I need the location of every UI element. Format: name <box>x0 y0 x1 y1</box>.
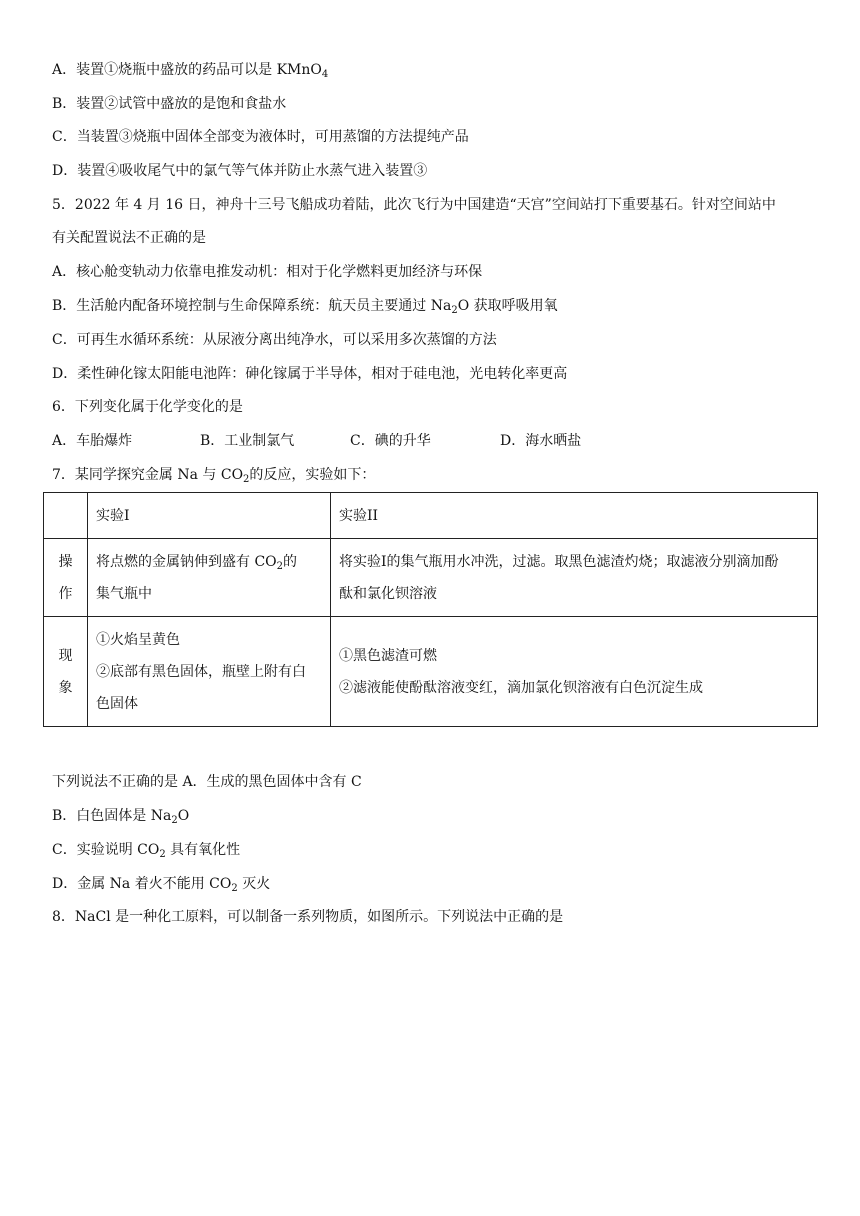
q6-option-c: C．碘的升华 <box>350 433 431 449</box>
q8-stem: 8．NaCl 是一种化工原料，可以制备一系列物质，如图所示。下列说法中正确的是 <box>52 909 564 925</box>
q5-stem-line1: 5．2022 年 4 月 16 日，神舟十三号飞船成功着陆，此次飞行为中国建造“天宫”空间站打下重要基石。针对空间站中 <box>52 197 776 213</box>
q5-option-b: B．生活舱内配备环境控制与生命保障系统：航天员主要通过 $Na_2O$ 获取呼吸用氧 <box>52 298 558 316</box>
experiment-table <box>43 492 818 727</box>
q5-option-a: A．核心舱变轨动力依靠电推发动机：相对于化学燃料更加经济与环保 <box>52 264 483 280</box>
row-header-operation: 操 作 <box>44 539 88 617</box>
table-row-operation <box>44 539 818 617</box>
q7-option-c: C．实验说明 $CO_2$ 具有氧化性 <box>52 842 241 860</box>
row-header-phenomenon: 现 象 <box>44 617 88 727</box>
cell-operation-exp1: 将点燃的金属钠伸到盛有 $CO_2$的 集气瓶中 <box>88 539 331 617</box>
q5-option-d: D．柔性砷化镓太阳能电池阵：砷化镓属于半导体，相对于硅电池，光电转化率更高 <box>52 366 568 382</box>
cell-phenomenon-exp1: ①火焰呈黄色 ②底部有黑色固体，瓶壁上附有白 色固体 <box>88 617 331 727</box>
table-header-row <box>44 493 818 539</box>
q6-option-d: D．海水晒盐 <box>500 433 582 449</box>
q7-stem: 7．某同学探究金属 Na 与 $CO_2$的反应，实验如下： <box>52 467 376 485</box>
q4-option-d: D．装置④吸收尾气中的氯气等气体并防止水蒸气进入装置③ <box>52 163 428 179</box>
q4-option-b: B．装置②试管中盛放的是饱和食盐水 <box>52 96 287 112</box>
table-header-exp2: 实验II <box>331 493 818 539</box>
q7-option-d: D．金属 Na 着火不能用 $CO_2$ 灭火 <box>52 876 271 894</box>
q6-stem: 6．下列变化属于化学变化的是 <box>52 399 243 415</box>
cell-operation-exp2: 将实验I的集气瓶用水冲洗，过滤。取黑色滤渣灼烧；取滤液分别滴加酚 酞和氯化钡溶液 <box>331 539 818 617</box>
q6-option-b: B．工业制氯气 <box>200 433 295 449</box>
cell-phenomenon-exp2: ①黑色滤渣可燃 ②滤液能使酚酞溶液变红，滴加氯化钡溶液有白色沉淀生成 <box>331 617 818 727</box>
q6-option-a: A．车胎爆炸 <box>52 433 133 449</box>
q6-options <box>52 431 581 451</box>
q4-option-a: A．装置①烧瓶中盛放的药品可以是 KMnO$_4$ <box>52 62 329 80</box>
q5-stem-line2: 有关配置说法不正确的是 <box>52 230 206 246</box>
q7-option-b: B．白色固体是 $Na_2O$ <box>52 808 190 826</box>
q7-followup: 下列说法不正确的是 A．生成的黑色固体中含有 C <box>52 774 362 790</box>
table-corner-cell <box>44 493 88 539</box>
q4-option-c: C．当装置③烧瓶中固体全部变为液体时，可用蒸馏的方法提纯产品 <box>52 129 469 145</box>
q5-option-c: C．可再生水循环系统：从尿液分离出纯净水，可以采用多次蒸馏的方法 <box>52 332 497 348</box>
table-row-phenomenon <box>44 617 818 727</box>
table-header-exp1: 实验I <box>88 493 331 539</box>
